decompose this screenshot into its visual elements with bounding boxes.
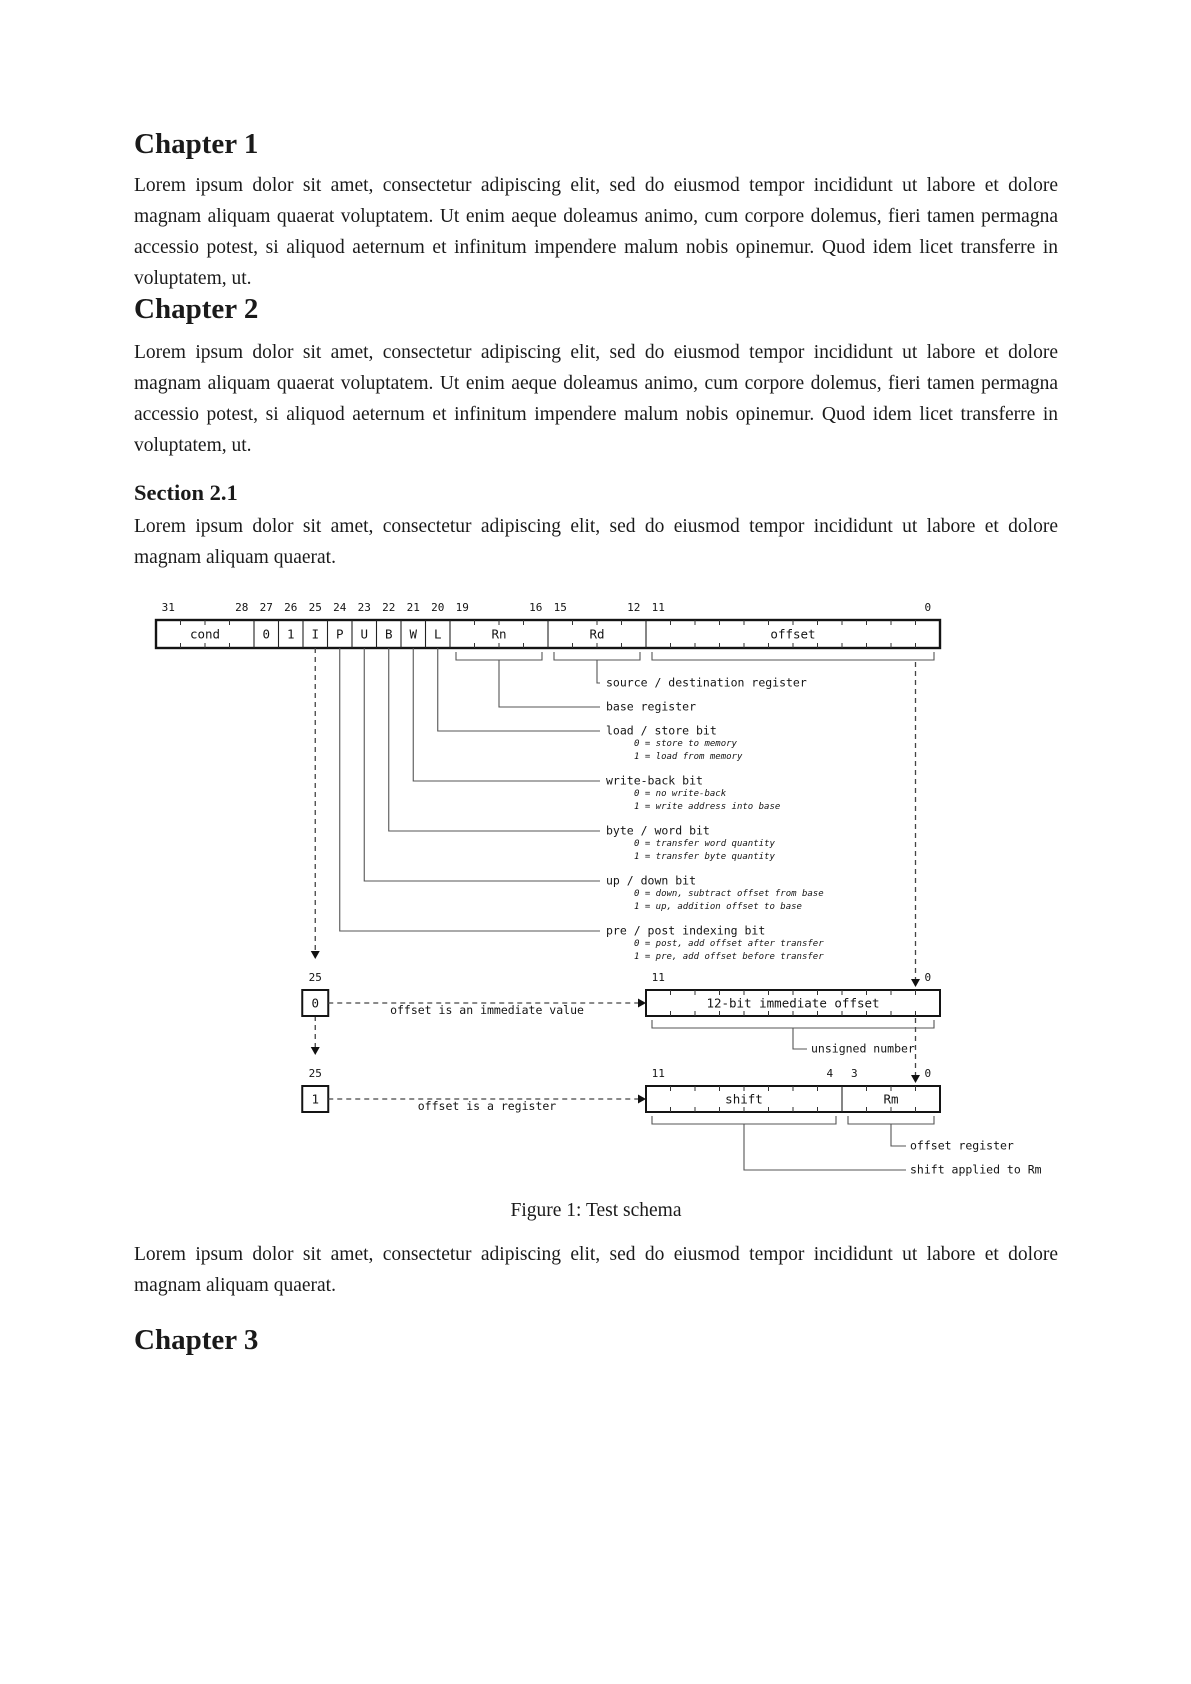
arrow-label: offset is an immediate value [390,1003,584,1017]
figure-connector [793,1028,807,1049]
field-label: offset [770,626,816,642]
figure-bracket [554,652,640,660]
field-label: W [409,626,418,642]
annotation-sub-label: 1 = up, addition offset to base [634,902,802,912]
arrowhead-icon [911,1075,920,1083]
field-label: Rn [491,626,507,642]
bit-number: 15 [553,601,567,614]
annotation-sub-label: 1 = pre, add offset before transfer [634,952,824,962]
after-figure-paragraph: Lorem ipsum dolor sit amet, consectetur adipiscing elit, sed do eiusmod tempor incididunt ut labore et dolore magnam aliquam quaerat. [134,1244,1058,1296]
annotation-sub-label: 1 = load from memory [634,752,743,762]
bit-number: 11 [651,1067,665,1080]
annotation-sub-label: 1 = write address into base [634,802,781,812]
arrowhead-icon [638,1095,646,1104]
arrowhead-icon [311,951,320,959]
field-label: Rm [883,1091,899,1107]
figure-bracket [652,1116,836,1124]
bit-number: 11 [651,601,665,614]
arrowhead-icon [311,1047,320,1055]
bracket-label: unsigned number [811,1041,915,1056]
bit-number: 31 [161,601,175,614]
chapter-3-heading: Chapter 3 [134,1324,259,1356]
field-label: I [311,626,320,642]
arrowhead-icon [911,979,920,987]
bit-number: 19 [455,601,469,614]
chapter-2-heading: Chapter 2 [134,293,259,325]
bracket-label: shift applied to Rm [910,1162,1042,1177]
bit-number: 0 [924,1067,932,1080]
annotation-label: byte / word bit [606,823,710,838]
field-label: 0 [262,626,271,642]
selector-value: 1 [311,1091,320,1107]
bit-number: 28 [235,601,249,614]
figure-connector [413,648,600,781]
bit-number: 25 [308,971,322,984]
field-label: P [335,626,344,642]
bit-number: 3 [850,1067,858,1080]
bit-number: 21 [406,601,420,614]
annotation-sub-label: 0 = transfer word quantity [634,839,775,849]
figure-connector [364,648,600,881]
bit-number: 4 [826,1067,834,1080]
bit-number: 0 [924,971,932,984]
chapter-1-heading: Chapter 1 [134,128,259,160]
figure-bracket [848,1116,934,1124]
field-label: U [360,626,369,642]
annotation-sub-label: 1 = transfer byte quantity [634,852,775,862]
bit-number: 22 [382,601,396,614]
figure-connector [499,660,600,707]
figure-connector [891,1124,906,1146]
figure-connector [389,648,600,831]
annotation-label: load / store bit [606,723,717,738]
field-label: L [433,626,442,642]
figure-bracket [652,1020,934,1028]
bit-number: 25 [308,601,322,614]
bit-number: 23 [357,601,371,614]
chapter-1-paragraph: Lorem ipsum dolor sit amet, consectetur adipiscing elit, sed do eiusmod tempor incididunt ut labore et dolore magnam aliquam quaerat voluptatem. Ut enim aeque doleamus animo, cum corpore dolemus, fieri tamen permagna accessio potest, si aliquod aeternum et infinitum impendere malum nobis opinemur. Quod idem licet transferre in voluptatem, ut. [134,175,1058,289]
annotation-sub-label: 0 = no write-back [634,789,727,799]
bit-number: 11 [651,971,665,984]
figure-diagram [140,550,1085,1200]
annotation-label: pre / post indexing bit [606,923,766,938]
bit-number: 24 [333,601,347,614]
annotation-sub-label: 0 = down, subtract offset from base [634,889,824,899]
bit-number: 16 [529,601,543,614]
bit-number: 12 [627,601,641,614]
annotation-sub-label: 0 = post, add offset after transfer [634,939,824,949]
field-label: shift [725,1091,763,1107]
annotation-label: source / destination register [606,675,807,690]
annotation-label: up / down bit [606,873,697,888]
field-label: 12-bit immediate offset [706,995,880,1011]
bit-number: 26 [284,601,298,614]
bit-number: 27 [259,601,273,614]
annotation-sub-label: 0 = store to memory [634,739,737,749]
figure-bracket [456,652,542,660]
annotation-label: base register [606,699,697,714]
figure-connector [340,648,600,931]
figure-bracket [652,652,934,660]
bit-number: 0 [924,601,932,614]
figure-caption: Figure 1: Test schema [510,1200,682,1221]
bit-number: 25 [308,1067,322,1080]
figure-connector [597,660,600,683]
bit-number: 20 [431,601,445,614]
figure-connector [744,1124,906,1170]
field-label: B [384,626,393,642]
field-label: Rd [589,626,605,642]
annotation-label: write-back bit [606,773,703,788]
bracket-label: offset register [910,1138,1014,1153]
arrowhead-icon [638,999,646,1008]
field-label: 1 [286,626,295,642]
field-label: cond [189,626,221,642]
section-2-1-paragraph: Lorem ipsum dolor sit amet, consectetur adipiscing elit, sed do eiusmod tempor incididunt ut labore et dolore magnam aliquam quaerat. [134,516,1058,568]
selector-value: 0 [311,995,320,1011]
chapter-2-paragraph: Lorem ipsum dolor sit amet, consectetur adipiscing elit, sed do eiusmod tempor incididunt ut labore et dolore magnam aliquam quaerat voluptatem. Ut enim aeque doleamus animo, cum corpore dolemus, fieri tamen permagna accessio potest, si aliquod aeternum et infinitum impendere malum nobis opinemur. Quod idem licet transferre in voluptatem, ut. [134,342,1058,456]
arrow-label: offset is a register [417,1099,557,1113]
section-2-1-heading: Section 2.1 [134,480,238,505]
